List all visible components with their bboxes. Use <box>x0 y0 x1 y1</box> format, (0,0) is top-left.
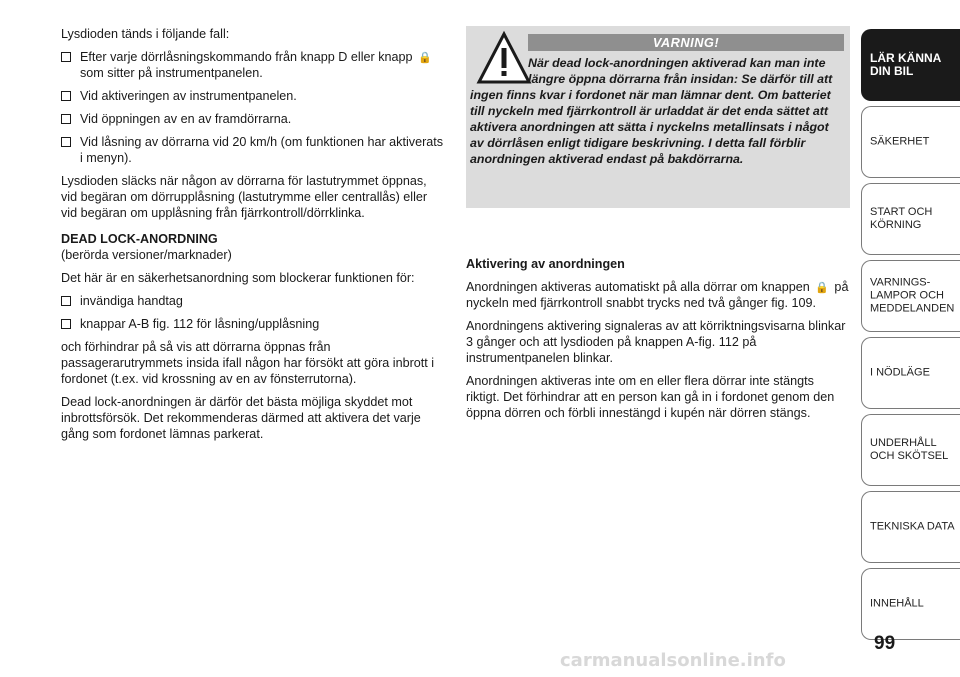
paragraph-text: Anordningen aktiveras automatiskt på alla dörrar om knappen <box>466 280 814 294</box>
dead-lock-intro: Det här är en säkerhetsanordning som blockerar funktionen för: <box>61 271 415 285</box>
activation-heading: Aktivering av anordningen <box>466 257 625 271</box>
tab-sakerhet[interactable] <box>861 106 960 178</box>
warning-box <box>466 26 850 208</box>
best-protection-paragraph: Dead lock-anordningen är därför det bästa möjliga skyddet mot inbrottsförsök. Det rekommenderas därmed att aktivera det varje gång som fordonet lämnas parkerat. <box>61 395 421 441</box>
list-item: knappar A-B fig. 112 för låsning/upplåsning <box>61 316 446 332</box>
tab-label: SÄKERHET <box>870 135 930 148</box>
tab-varningslampor[interactable] <box>861 260 960 332</box>
tab-label: START OCH KÖRNING <box>870 206 933 231</box>
not-activated-paragraph: Anordningen aktiveras inte om en eller flera dörrar inte stängts riktigt. Det förhindrar att en person kan gå in i fordonet genom den öppna dörren och förbli innestängd i kupén när dörren stängs. <box>466 374 835 420</box>
tab-lar-kanna-din-bil[interactable] <box>861 29 960 101</box>
tab-label: LÄR KÄNNA DIN BIL <box>870 51 941 78</box>
activation-paragraph <box>466 279 850 311</box>
paragraph-text: på nyckeln med fjärrkontroll snabbt trycks ned två gånger fig. 109. <box>466 280 849 310</box>
watermark: carmanualsonline.info <box>560 650 786 671</box>
led-intro: Lysdioden tänds i följande fall: <box>61 27 230 41</box>
page-number: 99 <box>874 633 896 654</box>
list-item: Vid aktiveringen av instrumentpanelen. <box>61 88 446 104</box>
warning-text <box>470 55 844 167</box>
list-item: Vid öppningen av en av framdörrarna. <box>61 111 446 127</box>
right-column <box>466 256 850 428</box>
warning-body: När dead lock-anordningen aktiverad kan man inte längre öppna dörrarna från insidan: Se därför till att ingen finns kvar i fordonet när man lämnar dent. Om batteriet till nyckeln med fjärrkontroll är urladdat är det enda sättet att aktivera anordningen att sätta i nyckelns metallinsats i något av dörrlåsen enligt tidigare beskrivning. I detta fall förblir anordningen aktiverad endast på bakdörrarna. <box>470 56 833 166</box>
bullet-text: Efter varje dörrlåsningskommando från knapp D eller knapp <box>80 50 417 64</box>
prevent-paragraph: och förhindrar på så vis att dörrarna öppnas från passagerarutrymmets insida ifall någon har försökt att göra inbrott i fordonet (t.ex. vid krossning av en av fönsterrutorna). <box>61 340 435 386</box>
tab-label: VARNINGS- LAMPOR OCH MEDDELANDEN <box>870 276 955 315</box>
tab-label: UNDERHÅLL OCH SKÖTSEL <box>870 437 949 462</box>
list-item: Vid låsning av dörrarna vid 20 km/h (om funktionen har aktiverats i menyn). <box>61 134 446 166</box>
warning-title: VARNING! <box>528 34 844 51</box>
signal-paragraph: Anordningens aktivering signaleras av att körriktningsvisarna blinkar 3 gånger och att lysdioden på knappen A-fig. 112 på instrumentpanelen blinkar. <box>466 319 846 365</box>
tab-tekniska-data[interactable] <box>861 491 960 563</box>
tab-label: INNEHÅLL <box>870 597 924 610</box>
lock-icon: 🔒 <box>418 52 432 64</box>
dead-lock-subheading: (berörda versioner/marknader) <box>61 248 232 262</box>
tab-underhall[interactable] <box>861 414 960 486</box>
bullet-text: som sitter på instrumentpanelen. <box>80 66 263 80</box>
led-off-paragraph: Lysdioden släcks när någon av dörrarna för lastutrymmet öppnas, vid begäran om dörrupplåsning (lastutrymme eller centrallås) eller vid begäran om upplåsning från fjärrkontroll/dörrklinka. <box>61 174 428 220</box>
tab-label: TEKNISKA DATA <box>870 520 955 533</box>
list-item <box>61 49 446 81</box>
left-column <box>61 26 446 449</box>
tab-i-nodlage[interactable] <box>861 337 960 409</box>
tab-start-och-korning[interactable] <box>861 183 960 255</box>
list-item: invändiga handtag <box>61 293 446 309</box>
chapter-tabs <box>861 29 960 645</box>
lock-icon: 🔒 <box>815 282 829 294</box>
tab-label: I NÖDLÄGE <box>870 366 930 379</box>
dead-lock-heading: DEAD LOCK-ANORDNING <box>61 232 218 246</box>
tab-innehall[interactable] <box>861 568 960 640</box>
